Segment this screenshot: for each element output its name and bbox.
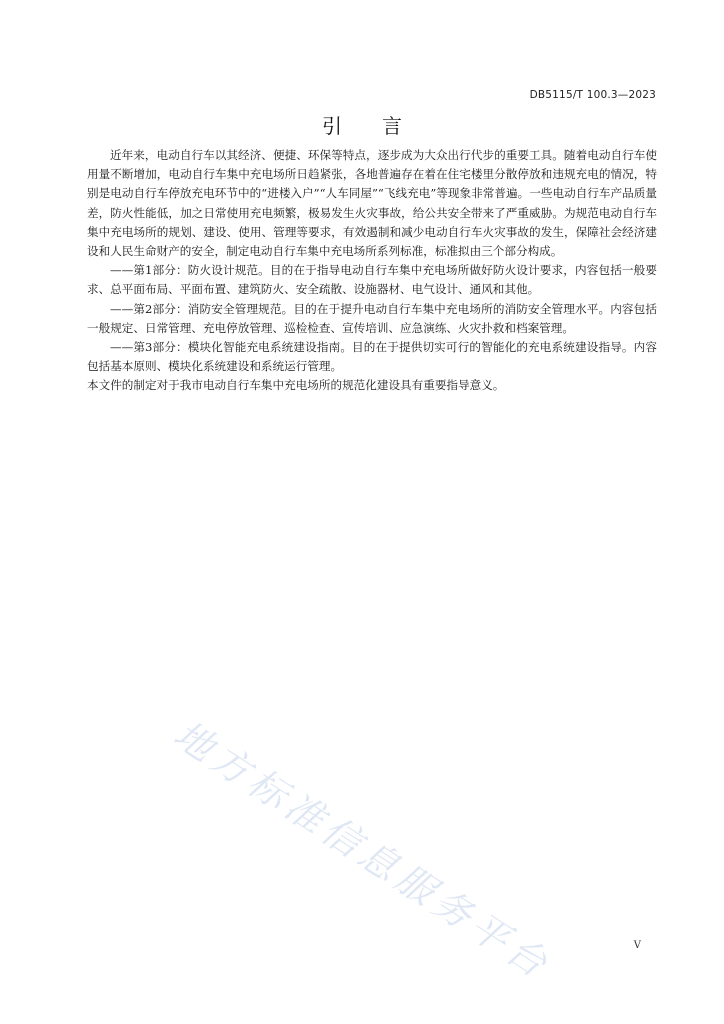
part-3-paragraph: ——第3部分：模块化智能充电系统建设指南。目的在于提供切实可行的智能化的充电系统建设指导。内容包括基本原则、模块化系统建设和系统运行管理。 xyxy=(87,340,657,374)
watermark: 地方标准信息服务平台 xyxy=(166,711,560,989)
part-2-paragraph: ——第2部分：消防安全管理规范。目的在于提升电动自行车集中充电场所的消防安全管理水平。内容包括一般规定、日常管理、充电停放管理、巡检检查、宣传培训、应急演练、火灾扑救和档案管理。 xyxy=(87,301,657,335)
document-code: DB5115/T 100.3—2023 xyxy=(529,89,656,101)
intro-paragraph: 近年来，电动自行车以其经济、便捷、环保等特点，逐步成为大众出行代步的重要工具。随着电动自行车使用量不断增加，电动自行车集中充电场所日趋紧张，各地普遍存在着在住宅楼里分散停放和违规充电的情况，特别是电动自行车停放充电环节中的“进楼入户”“人车同屋”“飞线充电”等现象非常普遍。一些电动自行车产品质量差，防火性能低，加之日常使用充电频繁，极易发生火灾事故，给公共安全带来了严重威胁。为规范电动自行车集中充电场所的规划、建设、使用、管理等要求，有效遏制和减少电动自行车火灾事故的发生，保障社会经济建设和人民生命财产的安全，制定电动自行车集中充电场所系列标准，标准拟由三个部分构成。 xyxy=(87,148,657,259)
closing-paragraph: 本文件的制定对于我市电动自行车集中充电场所的规范化建设具有重要指导意义。 xyxy=(87,378,505,393)
page-title: 引言 xyxy=(322,114,442,138)
part-1-paragraph: ——第1部分：防火设计规范。目的在于指导电动自行车集中充电场所做好防火设计要求，内容包括一般要求、总平面布局、平面布置、建筑防火、安全疏散、设施器材、电气设计、通风和其他。 xyxy=(87,263,657,297)
document-body xyxy=(87,146,657,396)
page-number: V xyxy=(633,940,641,951)
